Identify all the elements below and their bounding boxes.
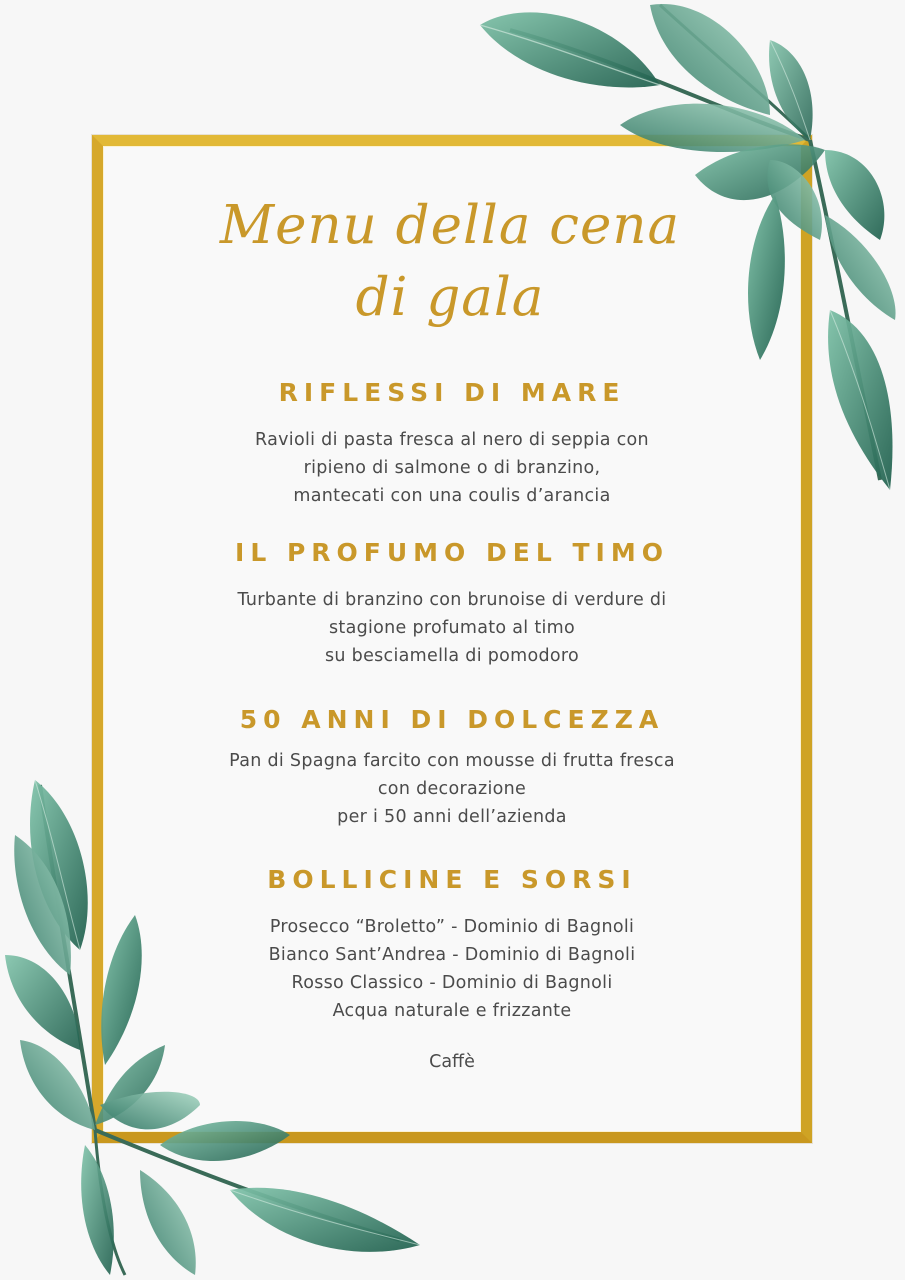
- course-section-il-profumo-del-timo: [150, 538, 754, 670]
- course-line: Turbante di branzino con brunoise di verdure di: [237, 590, 667, 610]
- course-line: con decorazione: [377, 779, 527, 799]
- course-section-bollicine-e-sorsi: [150, 865, 754, 1025]
- course-description: [150, 913, 754, 1025]
- course-heading: RIFLESSI DI MARE: [278, 378, 626, 407]
- course-line: per i 50 anni dell’azienda: [337, 807, 567, 827]
- course-description: [150, 747, 754, 831]
- course-heading: BOLLICINE E SORSI: [267, 865, 637, 894]
- menu-title-line-2: di gala: [355, 267, 545, 328]
- course-line: ripieno di salmone o di branzino,: [303, 458, 601, 478]
- course-heading: IL PROFUMO DEL TIMO: [235, 538, 669, 567]
- menu-title-line-1: Menu della cena: [219, 195, 681, 256]
- course-line: mantecati con una coulis d’arancia: [293, 486, 611, 506]
- course-line: Bianco Sant’Andrea - Dominio di Bagnoli: [268, 945, 636, 965]
- course-line: stagione profumato al timo: [328, 618, 575, 638]
- course-line: Pan di Spagna farcito con mousse di frutta fresca: [229, 751, 675, 771]
- course-line: Prosecco “Broletto” - Dominio di Bagnoli: [269, 917, 635, 937]
- course-heading: 50 ANNI DI DOLCEZZA: [239, 705, 665, 734]
- course-description: [150, 586, 754, 670]
- leaf: [480, 12, 660, 87]
- course-section-riflessi-di-mare: [150, 378, 754, 510]
- closing-item-caffe: Caffè: [429, 1052, 475, 1072]
- course-line: Ravioli di pasta fresca al nero di seppia con: [255, 430, 649, 450]
- course-line: Rosso Classico - Dominio di Bagnoli: [291, 973, 613, 993]
- course-line: su besciamella di pomodoro: [324, 646, 580, 666]
- course-line: Acqua naturale e frizzante: [332, 1001, 572, 1021]
- menu-title: [150, 190, 750, 334]
- course-section-50-anni-di-dolcezza: [150, 705, 754, 831]
- course-description: [150, 426, 754, 510]
